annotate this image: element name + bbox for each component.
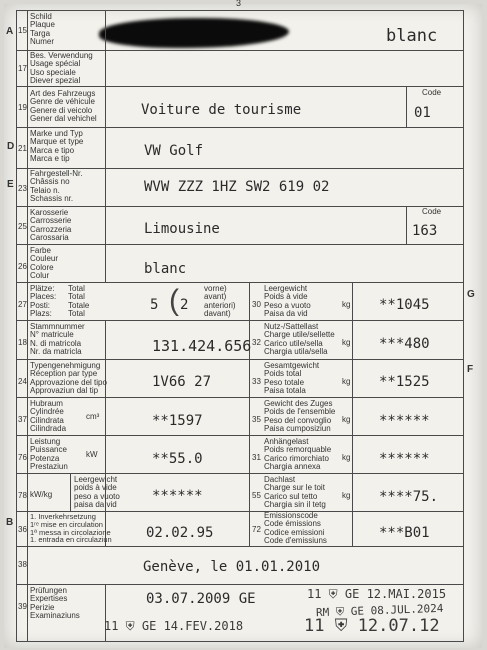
label-trailer-load: Anhängelast Poids remorquable Carico rimorchiato Chargia annexa [264, 437, 332, 471]
side-letter-e: E [7, 179, 14, 190]
value-places-front: 2 [180, 297, 189, 313]
label-payload: Nutz-/Sattellast Charge utile/sellette Carico utile/sella Chargia utila/sella [264, 322, 335, 356]
field-number-21: 21 [18, 144, 27, 153]
label-type-approval: Typengenehmigung Réception par type Approvazione del tipo Approvaziun dal tip [30, 361, 107, 395]
value-emission-code: ***B01 [379, 525, 430, 541]
field-number-55: 55 [252, 491, 261, 500]
label-plate: Schild Plaque Targa Numer [30, 12, 55, 46]
field-number-15: 15 [18, 26, 27, 35]
field-number-24: 24 [18, 377, 27, 386]
field-number-76: 76 [18, 453, 27, 462]
unit-power: kW [86, 450, 98, 459]
value-roof-load: ****75. [379, 489, 439, 505]
side-letter-f: F [467, 364, 474, 375]
label-inspections: Prüfungen Expertises Perizie Examinaziuns [30, 586, 80, 620]
field-number-38: 38 [18, 560, 27, 569]
value-total-weight: **1525 [379, 374, 430, 390]
field-number-33: 33 [252, 377, 261, 386]
side-letter-d: D [7, 141, 15, 152]
label-make-model: Marke und Typ Marque et type Marca e tipo Marca e tip [30, 129, 84, 163]
unit-trailer-load: kg [342, 453, 351, 462]
label-places-front: vorne) avant) anteriori) davant) [204, 284, 236, 318]
label-emission-code: Emissionscode Code émissions Codice emissioni Code d'emissiuns [264, 511, 327, 545]
field-number-37: 37 [18, 415, 27, 424]
label-colour: Farbe Couleur Colore Colur [30, 246, 59, 280]
inspection-stamp-2015: 11 ⛨ GE 12.MAI.2015 [307, 587, 447, 601]
field-number-17: 17 [18, 64, 27, 73]
inspection-stamp-2018: 11 ⛨ GE 14.FEV.2018 [104, 619, 244, 633]
code-vehicle-type: 01 [414, 105, 431, 121]
unit-train-weight: kg [342, 415, 351, 424]
field-number-36: 36 [18, 525, 27, 534]
field-number-30: 30 [252, 300, 261, 309]
value-first-registration: 02.02.95 [146, 525, 214, 541]
field-number-31: 31 [252, 453, 261, 462]
value-empty-weight: **1045 [379, 297, 430, 313]
redacted-plate-number [99, 18, 289, 48]
label-kw-kg-empty: Leergewicht poids à vide peso a vuoto paisa da vid [74, 475, 120, 509]
value-displacement: **1597 [152, 413, 203, 429]
value-inspection-date: 03.07.2009 GE [146, 591, 256, 607]
label-kw-kg: kW/kg [30, 490, 53, 499]
registration-document [4, 0, 482, 648]
label-places-total: Total Total Totale Total [68, 284, 90, 318]
label-displacement: Hubraum Cylindrée Cilindrata Cilindrada [30, 399, 67, 433]
field-number-18: 18 [18, 338, 27, 347]
bracket-glyph: ( [169, 284, 179, 317]
value-type-approval: 1V66 27 [152, 374, 212, 390]
field-number-32: 32 [252, 338, 261, 347]
unit-total-weight: kg [342, 377, 351, 386]
side-letter-b: B [6, 517, 14, 528]
label-chassis-number: Fahrgestell-Nr. Châssis no Telaio n. Schassis nr. [30, 169, 83, 203]
value-power: **55.0 [152, 451, 203, 467]
label-base-number: Stammnummer N° matricule N. di matricola Nr. da matricla [30, 322, 85, 356]
value-place-date: Genève, le 01.01.2010 [143, 559, 321, 575]
side-letter-a: A [6, 26, 14, 37]
label-train-weight: Gewicht des Zuges Poids de l'ensemble Peso del convoglio Paisa cumposiziun [264, 399, 336, 433]
value-trailer-load: ****** [379, 451, 430, 467]
value-body: Limousine [144, 221, 220, 237]
unit-payload: kg [342, 338, 351, 347]
label-vehicle-type: Art des Fahrzeugs Genre de véhicule Genere di veicolo Gener dal vehichel [30, 89, 97, 123]
field-number-35: 35 [252, 415, 261, 424]
field-number-78: 78 [18, 491, 27, 500]
field-number-72: 72 [252, 525, 261, 534]
value-vehicle-type: Voiture de tourisme [141, 102, 302, 118]
value-make-model: VW Golf [144, 143, 204, 159]
unit-empty-weight: kg [342, 300, 351, 309]
side-letter-g: G [467, 289, 475, 300]
value-train-weight: ****** [379, 413, 430, 429]
field-number-26: 26 [18, 262, 27, 271]
label-empty-weight: Leergewicht Poids à vide Peso a vuoto Paisa da vid [264, 284, 311, 318]
value-plate: blanc [386, 26, 438, 46]
field-number-39: 39 [18, 602, 27, 611]
code-title-body: Code [422, 207, 442, 216]
value-kw-kg: ****** [152, 488, 203, 504]
code-body: 163 [412, 223, 438, 239]
label-power: Leistung Puissance Potenza Prestaziun [30, 437, 68, 471]
field-number-23: 23 [18, 184, 27, 193]
inspection-stamp-2024: RM ⛨ GE 08.JUL.2024 [315, 601, 444, 620]
page-number: 3 [236, 0, 242, 8]
label-places: Plätze: Places: Posti: Plazs: [30, 284, 57, 318]
inspection-stamp-2012: 11 ⛨ 12.07.12 [304, 616, 440, 636]
unit-displacement: cm³ [86, 412, 100, 421]
value-chassis-number: WVW ZZZ 1HZ SW2 619 02 [144, 179, 330, 195]
label-roof-load: Dachlast Charge sur le toit Carico sul tetto Chargia sin il tetg [264, 475, 326, 509]
label-body: Karosserie Carrosserie Carrozzeria Carossaria [30, 208, 72, 242]
label-total-weight: Gesamtgewicht Poids total Peso totale Paisa totala [264, 361, 320, 395]
field-number-25: 25 [18, 222, 27, 231]
value-places-total: 5 [150, 297, 159, 313]
field-number-27: 27 [18, 300, 27, 309]
value-colour: blanc [144, 261, 187, 277]
value-base-number: 131.424.656 [152, 337, 252, 355]
unit-roof-load: kg [342, 491, 351, 500]
field-number-19: 19 [18, 103, 27, 112]
label-special-use: Bes. Verwendung Usage spécial Uso speciale Diever spezial [30, 51, 93, 85]
value-payload: ***480 [379, 336, 430, 352]
label-first-registration: 1. Inverkehrsetzung 1ʳᵉ mise en circulation 1ª messa in circolazione 1. entrada en circulaziun [30, 512, 112, 545]
code-title-vehicle-type: Code [422, 88, 442, 97]
